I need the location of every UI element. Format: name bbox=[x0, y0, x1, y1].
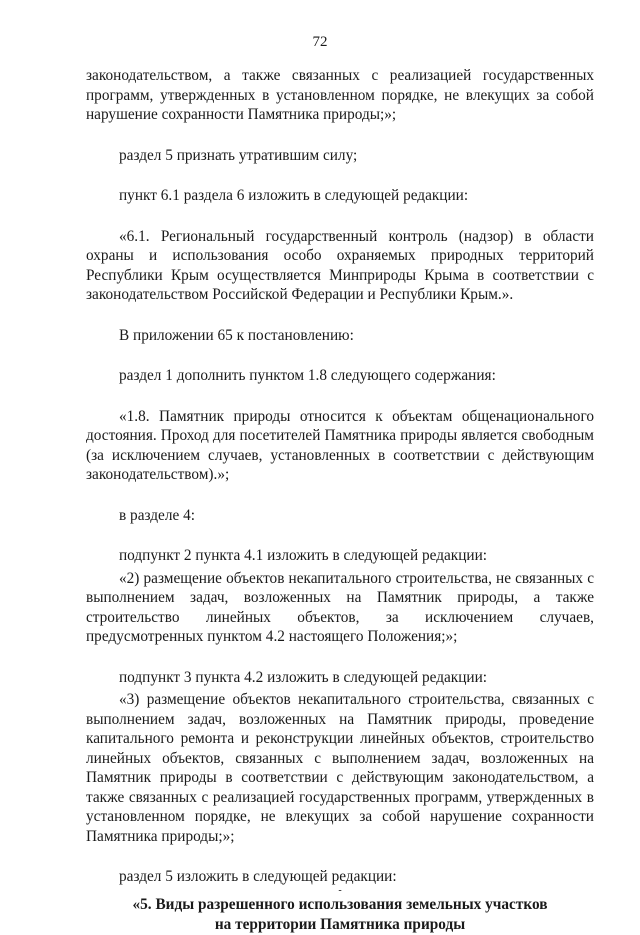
document-body bbox=[86, 66, 594, 935]
paragraph-subitem3-text: «3) размещение объектов некапитального строительства, связанных с выполнением задач, возложенных на Памятник природы, проведение капитального ремонта и реконструкции линейных объектов, строительство линейных объектов, связанных с выполнением задач, возложенных на Памятник природы в соответствии с действующим законодательством, а также связанных с реализацией государственных программ, утвержденных в установленном порядке, не влекущих за собой нарушение сохранности Памятника природы;»; bbox=[86, 691, 594, 845]
paragraph-section1-add: раздел 1 дополнить пунктом 1.8 следующего содержания: bbox=[119, 367, 496, 384]
paragraph-continuation: законодательством, а также связанных с реализацией государственных программ, утвержденных в установленном порядке, не влекущих за собой нарушение сохранности Памятника природы;»; bbox=[86, 67, 594, 123]
paragraph-subitem2-intro: подпункт 2 пункта 4.1 изложить в следующей редакции: bbox=[119, 547, 488, 564]
paragraph-subitem3-intro: подпункт 3 пункта 4.2 изложить в следующей редакции: bbox=[119, 668, 488, 686]
paragraph-section5-new: раздел 5 изложить в следующей редакции: bbox=[119, 868, 397, 885]
section5-heading-line2: на территории Памятника природы bbox=[214, 915, 466, 933]
paragraph-section5-repeal: раздел 5 признать утратившим силу; bbox=[119, 146, 358, 164]
paragraph-item61-text: «6.1. Региональный государственный контроль (надзор) в области охраны и использования особо охраняемых природных территорий Республики Крым осуществляется Минприроды Крыма в соответствии с законодательством Российской Федерации и Республики Крым.». bbox=[86, 227, 594, 303]
paragraph-item61-intro: пункт 6.1 раздела 6 изложить в следующей редакции: bbox=[119, 187, 469, 204]
separator-mark: - bbox=[338, 884, 342, 896]
section5-heading-line1: «5. Виды разрешенного использования земельных участков bbox=[132, 895, 548, 913]
page-number: 72 bbox=[312, 34, 328, 50]
paragraph-section4: в разделе 4: bbox=[119, 506, 195, 524]
paragraph-item18-text: «1.8. Памятник природы относится к объектам общенационального достояния. Проход для посетителей Памятника природы является свободным (за исключением случаев, установленных в соответствии с действующим законодательством).»; bbox=[86, 407, 594, 483]
section5-heading bbox=[86, 895, 594, 935]
paragraph-appendix65: В приложении 65 к постановлению: bbox=[119, 326, 354, 344]
paragraph-subitem2-text: «2) размещение объектов некапитального строительства, не связанных с выполнением задач, возложенных на Памятник природы, а также строительство линейных объектов, за исключением случаев, предусмотренных пунктом 4.2 настоящего Положения;»; bbox=[86, 569, 594, 645]
